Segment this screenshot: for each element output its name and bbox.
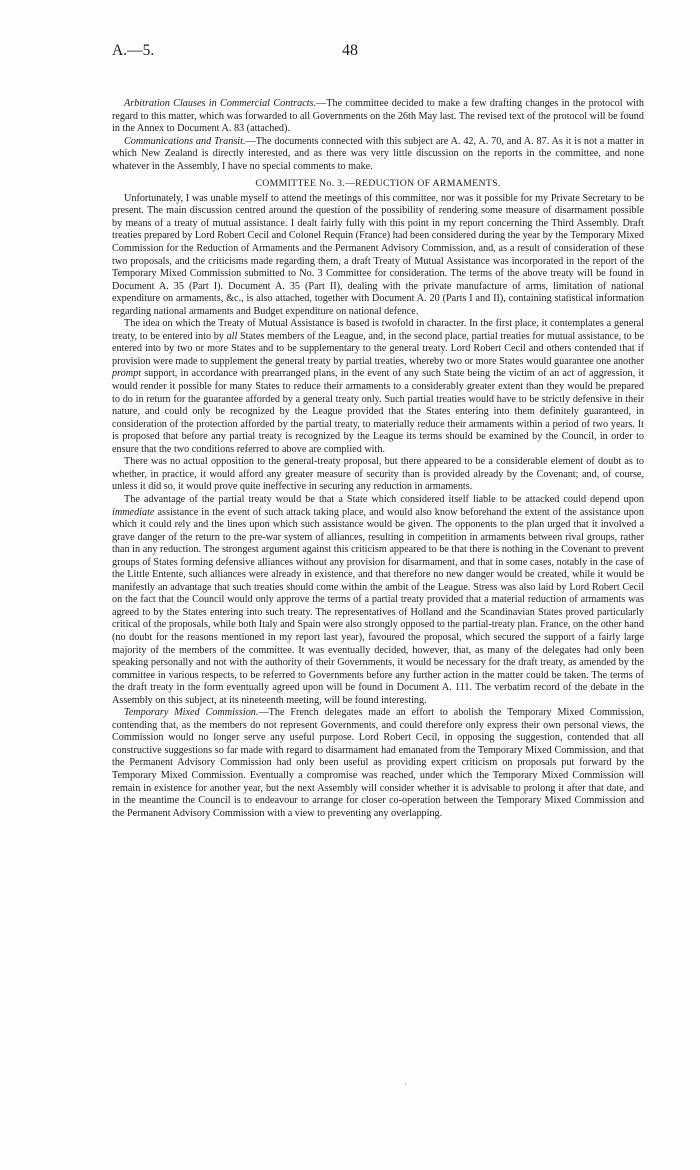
paragraph-partial-treaty-advantage [112, 494, 644, 707]
document-reference: A.—5. [112, 42, 155, 59]
communications-text: —The documents connected with this subject are A. 42, A. 70, and A. 87. As it is not a matter in which New Zealand is directly interested, and as there was very little discussion on the reports in the committee, and none whatever in the Assembly, I have no special comments to make. [112, 135, 645, 172]
text-run: States members of the League, and, in the second place, partial treaties for mutual assistance, to be entered into by two or more States and to be supplementary to the general treaty. Lord Robert Cecil and others contended that if provision were made to supplement the general treaty by partial treaties, whereby two or more States would guarantee one another [112, 330, 644, 367]
paragraph-unfortunately: Unfortunately, I was unable myself to attend the meetings of this committee, nor was it possible for my Private Secretary to be present. The main discussion centred around the question of the possibility of rendering some measure of disarmament possible by means of a treaty of mutual assistance. I dealt fairly fully with this point in my report concerning the Third Assembly. Draft treaties prepared by Lord Robert Cecil and Colonel Requin (France) had been considered during the year by the Temporary Mixed Commission for the Reduction of Armaments and the Permanent Advisory Commission, and, as a result of consideration of these two proposals, and the criticisms made regarding them, a draft Treaty of Mutual Assistance was incorporated in the report of the Temporary Mixed Commission submitted to No. 3 Committee for consideration. The terms of the above treaty will be found in Document A. 35 (Part I). Document A. 35 (Part II), dealing with the private manufacture of arms, limitation of national expenditure on armaments, &c., is also attached, together with Document A. 20 (Parts I and II), containing statistical information regarding national armaments and Budget expenditure on national defence. [112, 192, 644, 317]
arbitration-title: Arbitration Clauses in Commercial Contracts. [124, 98, 317, 109]
text-run: The idea on which the Treaty of Mutual Assistance is based is twofold in character. In the first place, it contemplates a general treaty, to be entered into by [112, 318, 644, 342]
emphasis-all: all [226, 330, 238, 342]
page-body [112, 98, 644, 820]
page-number: 48 [342, 42, 358, 59]
tmc-title: Temporary Mixed Commission. [124, 707, 259, 719]
text-run: assistance in the event of such attack taking place, and would also know beforehand the extent of the assistance upon which it could rely and the lines upon which such assistance would be given. The opponents to the plan urged that it involved a grave danger of the return to the pre-war system of alliances, resulting in competition in armaments between rival groups, rather than in any reduction. The strongest argument against this criticism appeared to be that there is nothing in the Covenant to prevent groups of States forming defensive alliances without any provision for disarmament, and that in some cases, notably in the case of the Little Entente, such alliances were already in existence, and that therefore no new danger would be created, while it would be manifestly an advantage that such treaties should come within the ambit of the League. Stress was also laid by Lord Robert Cecil on the fact that the Council would only approve the terms of a partial treaty provided that a material reduction of armaments was agreed to by the States entering into such treaty. The representatives of Holland and the Scandinavian States proved particularly critical of the proposals, while both Italy and Spain were also strongly opposed to the partial-treaty plan. France, on the other hand (no doubt for the reasons mentioned in my report last year), favoured the proposal, which secured the support of a fairly large majority of the members of the committee. It was eventually decided, however, that, as many of the delegates had only been speaking personally and not with the authority of their Governments, it would be necessary for the draft treaty, as amended by the committee in various respects, to be referred to Governments before any further action in the matter could be taken. The terms of the draft treaty in the form eventually agreed upon will be found in Document A. 111. The verbatim record of the debate in the Assembly on this subject, at its nineteenth meeting, will be found interesting. [112, 506, 644, 706]
emphasis-prompt: prompt [112, 368, 142, 380]
section-heading: COMMITTEE No. 3.—REDUCTION OF ARMAMENTS. [255, 178, 501, 190]
paragraph-no-opposition: There was no actual opposition to the general-treaty proposal, but there appeared to be a considerable element of doubt as to whether, in practice, it would afford any greater measure of security than is provided already by the Covenant; and, of course, unless it did so, it would prove quite ineffective in securing any reduction in armaments. [112, 456, 644, 493]
paragraph-communications [112, 136, 644, 174]
text-run: support, in accordance with prearranged plans, in the event of any such State being the victim of an act of aggression, it would render it possible for many States to reduce their armaments to a considerably greater extent than they would be prepared to do in return for the guarantee afforded by a general treaty only. Such partial treaties would have to be strictly defensive in their nature, and could only be recognized by the League provided that the States entering into them definitely guaranteed, in consideration of the protection afforded by the partial treaty, to materially reduce their armaments within a period of two years. It is proposed that before any partial treaty is recognized by the League its terms should be examined by the Council, in order to ensure that the two conditions referred to above are complied with. [112, 368, 644, 455]
paragraph-temporary-mixed-commission [112, 707, 644, 820]
emphasis-immediate: immediate [112, 506, 155, 518]
arbitration-text: —The committee decided to make a few drafting changes in the protocol with regard to this matter, which was forwarded to all Governments on the 26th May last. The revised text of the protocol will be found in the Annex to Document A. 83 (attached). [112, 98, 644, 135]
communications-title: Communications and Transit. [124, 135, 246, 147]
text-run: The advantage of the partial treaty would be that a State which considered itself liable to be attacked could depend upon [124, 493, 644, 505]
footer-mark: · [404, 1080, 407, 1089]
page-header [112, 42, 588, 64]
paragraph-arbitration [112, 98, 644, 136]
tmc-text: —The French delegates made an effort to abolish the Temporary Mixed Commission, contending that, as the members do not represent Governments, and could therefore only express their own personal views, the Commission would no longer serve any useful purpose. Lord Robert Cecil, in opposing the suggestion, contended that all constructive suggestions so far made with regard to disarmament had emanated from the Temporary Mixed Commission, and that the Permanent Advisory Commission had only been useful as providing expert criticism on proposals put forward by the Temporary Mixed Commission. Eventually a compromise was reached, under which the Temporary Mixed Commission will remain in existence for another year, but the next Assembly will consider whether it is advisable to prolong it after that date, and in the meantime the Council is to endeavour to arrange for closer co-operation between the Temporary Mixed Commission and the Permanent Advisory Commission with a view to preventing any overlapping. [112, 707, 644, 819]
paragraph-treaty-idea [112, 318, 644, 456]
